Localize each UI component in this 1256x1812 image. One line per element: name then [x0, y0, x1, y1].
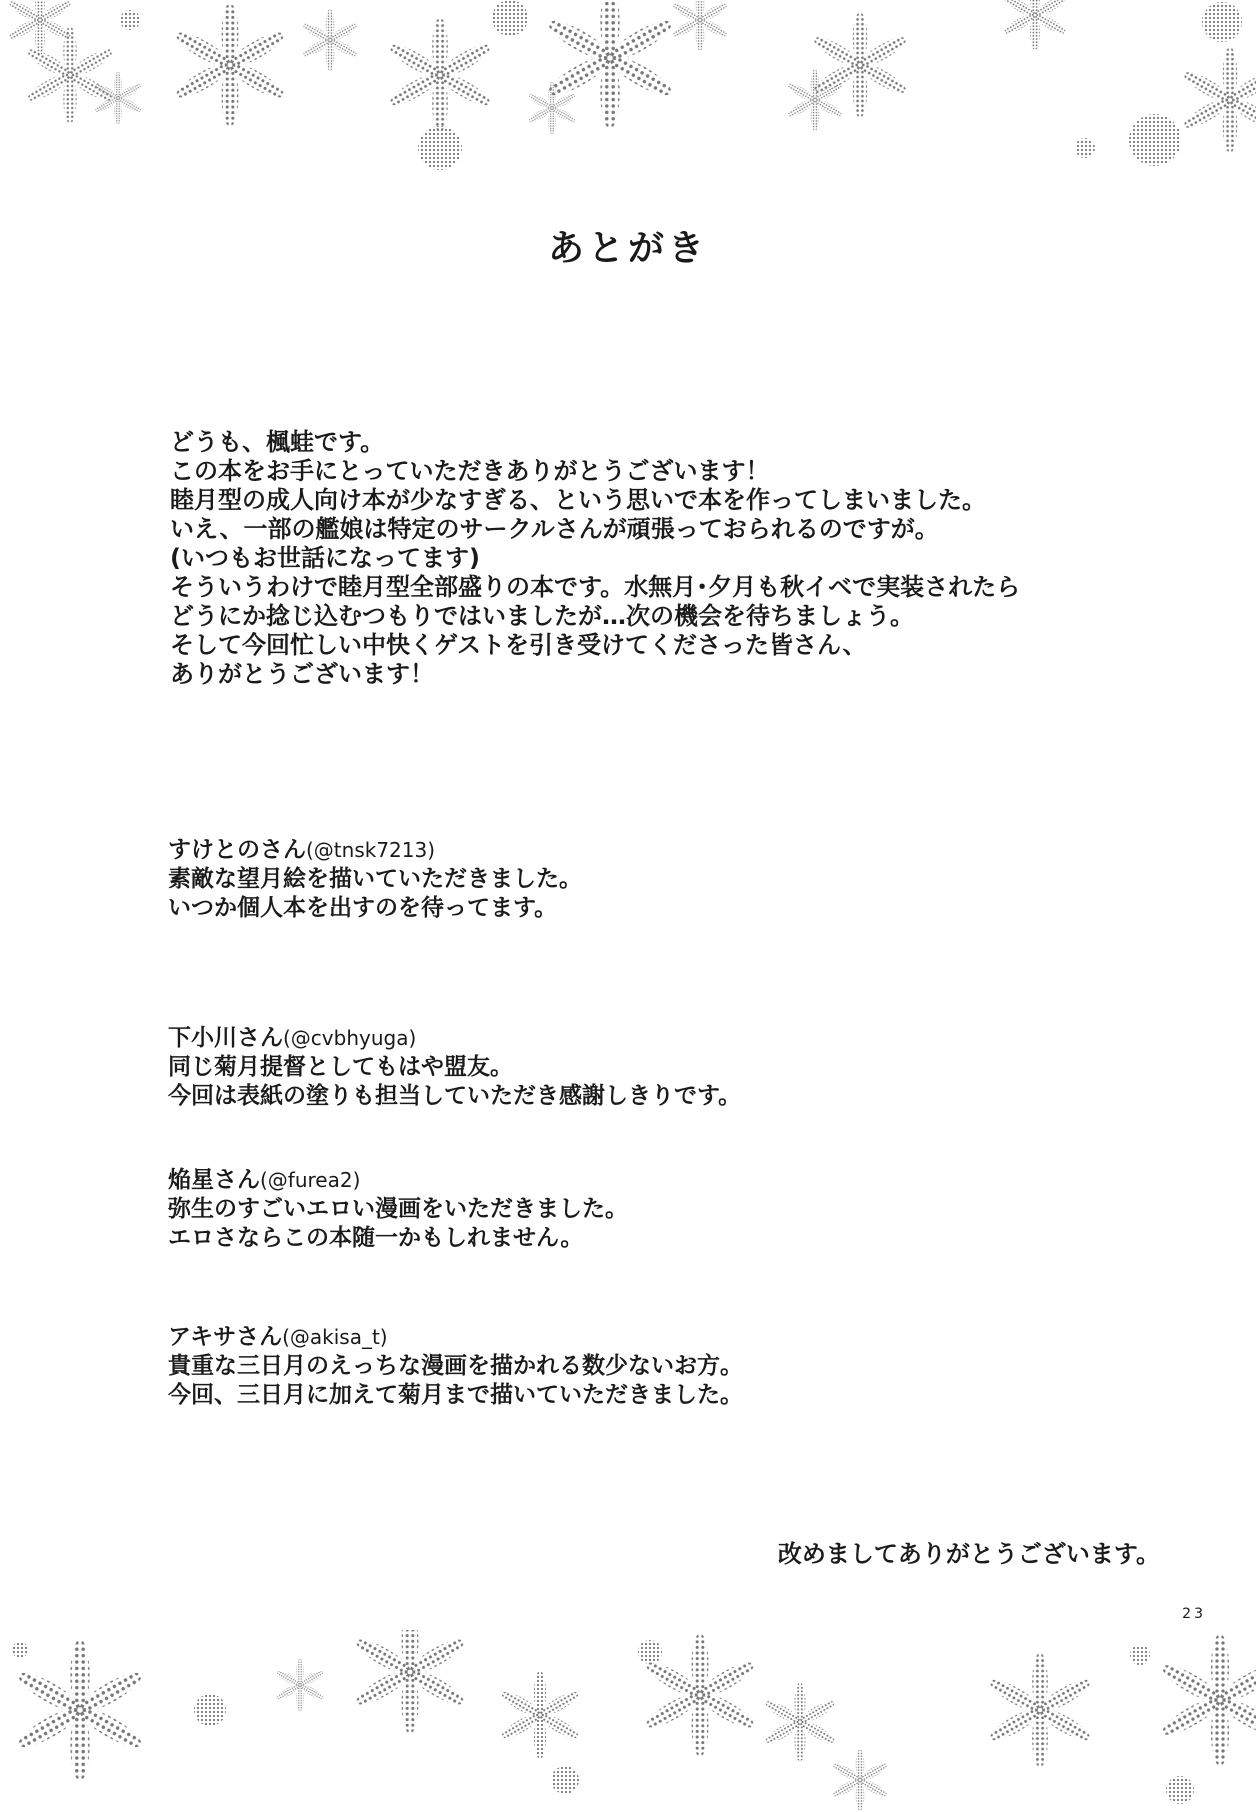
- guest-comment: いつか個人本を出すのを待ってます。: [168, 895, 558, 921]
- snowflake-icon: [831, 1749, 889, 1811]
- snowflake-icon: [352, 1630, 467, 1734]
- guest-name-line: [168, 1024, 1168, 1053]
- guest-comment: 素敵な望月絵を描いていただきました。: [168, 866, 582, 892]
- snowflake-icon: [544, 0, 676, 128]
- guest-thanks-entry: [168, 1166, 1168, 1253]
- guest-comment: 貴重な三日月のえっちな漫画を描かれる数少ないお方。: [168, 1353, 743, 1379]
- snowflake-icon: [987, 1653, 1094, 1767]
- guest-handle: (@akisa_t): [282, 1325, 388, 1349]
- snowflake-icon: [275, 1659, 324, 1712]
- intro-line: (いつもお世話になってます): [170, 544, 480, 572]
- intro-line: そういうわけで睦月型全部盛りの本です。水無月･夕月も秋イベで実装されたら: [170, 573, 1021, 601]
- guest-comment: 同じ菊月提督としてもはや盟友。: [168, 1054, 513, 1080]
- guest-name: 焔星さん: [168, 1167, 260, 1193]
- snowflake-icon: [1158, 1634, 1256, 1766]
- snowflake-icon: [1181, 47, 1256, 153]
- snowflake-icon: [1002, 0, 1068, 50]
- guest-comment: 今回、三日月に加えて菊月まで描いていただきました。: [168, 1382, 743, 1408]
- snowflake-icon: [786, 69, 844, 131]
- snowflake-icon: [499, 1671, 581, 1759]
- snowflake-icon: [642, 1633, 757, 1756]
- snowflake-icon: [387, 18, 494, 132]
- guest-comment: 今回は表紙の塗りも担当していただき感謝しきりです。: [168, 1083, 742, 1109]
- snowflake-icon: [763, 1682, 837, 1761]
- snowflake-icon: [301, 9, 359, 71]
- guest-name: アキサさん: [168, 1324, 283, 1350]
- guest-comment: エロさならこの本随一かもしれません。: [168, 1225, 584, 1251]
- guest-comment: 弥生のすごいエロい漫画をいただきました。: [168, 1196, 628, 1222]
- intro-line: そして今回忙しい中快くゲストを引き受けてくださった皆さん、: [170, 631, 867, 659]
- intro-line: いえ、一部の艦娘は特定のサークルさんが頑張っておられるのですが。: [170, 515, 939, 543]
- snowflake-icon: [671, 0, 729, 51]
- guest-thanks-entry: [168, 1024, 1168, 1111]
- intro-line: この本をお手にとっていただきありがとうございます！: [170, 457, 770, 485]
- page-title: あとがき: [547, 228, 708, 270]
- guest-handle: (@furea2): [260, 1168, 361, 1192]
- guest-name-line: [168, 1323, 1168, 1352]
- page-number: 23: [1182, 1606, 1206, 1622]
- intro-line: 睦月型の成人向け本が少なすぎる、という思いで本を作ってしまいました。: [170, 486, 986, 514]
- snowflake-icon: [25, 27, 115, 124]
- snowflake-icon: [7, 0, 73, 55]
- guest-name-line: [168, 836, 1168, 865]
- snowflake-icon: [14, 1640, 146, 1781]
- guest-handle: (@tnsk7213): [306, 838, 436, 862]
- intro-line: ありがとうございます！: [170, 660, 434, 688]
- guest-name: 下小川さん: [168, 1025, 283, 1051]
- bottom-snowflake-border: [0, 1630, 1256, 1812]
- snowflake-icon: [172, 3, 287, 126]
- top-snowflake-border: [0, 0, 1256, 180]
- snowflake-icon: [811, 12, 910, 118]
- guest-thanks-entry: [168, 836, 1168, 923]
- guest-handle: (@cvbhyuga): [283, 1026, 417, 1050]
- snowflake-icon: [93, 72, 142, 125]
- snowflake-icon: [527, 82, 576, 135]
- guest-name: すけとのさん: [168, 837, 306, 863]
- intro-line: どうにか捻じ込むつもりではいましたが…次の機会を待ちましょう。: [170, 602, 914, 630]
- guest-thanks-entry: [168, 1323, 1168, 1410]
- intro-line: どうも、楓蛙です。: [170, 428, 385, 456]
- closing-message: 改めましてありがとうございます。: [777, 1540, 1160, 1568]
- guest-name-line: [168, 1166, 1168, 1195]
- intro-paragraph: [170, 428, 1210, 689]
